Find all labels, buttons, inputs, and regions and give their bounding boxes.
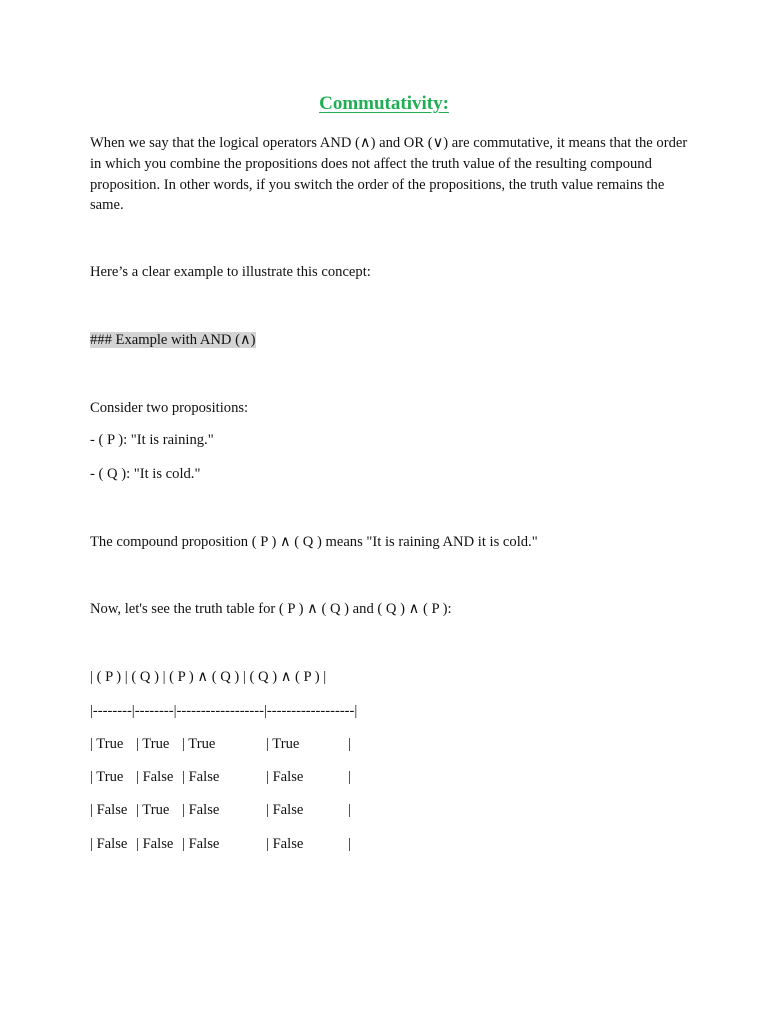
table-cell: | False bbox=[90, 802, 128, 818]
table-cell: | True bbox=[136, 802, 170, 818]
table-cell: | True bbox=[266, 736, 300, 752]
table-cell: | False bbox=[266, 836, 304, 852]
section-heading bbox=[90, 330, 256, 350]
table-cell: | True bbox=[136, 736, 170, 752]
intro-paragraph: When we say that the logical operators AND (∧) and OR (∨) are commutative, it means that the order in which you combine the propositions does not affect the truth value of the resulting compound proposition. In other words, if you switch the order of the propositions, the truth value remains the same. bbox=[90, 135, 688, 214]
table-cell: | False bbox=[182, 769, 220, 785]
table-cell: | True bbox=[90, 769, 124, 785]
table-cell: | False bbox=[182, 836, 220, 852]
table-cell: | bbox=[348, 769, 351, 785]
table-cell: | False bbox=[266, 769, 304, 785]
consider-text: Consider two propositions: bbox=[90, 400, 249, 416]
table-cell: | bbox=[348, 836, 351, 852]
truth-table-header: | ( P ) | ( Q ) | ( P ) ∧ ( Q ) | ( Q ) ∧ ( P ) | bbox=[90, 669, 327, 685]
section-heading-highlight: ### Example with AND (∧) bbox=[90, 332, 256, 348]
table-cell: | False bbox=[136, 836, 174, 852]
table-cell: | True bbox=[90, 736, 124, 752]
table-cell: | False bbox=[182, 802, 220, 818]
truth-table-separator: |--------|--------|------------------|------------------| bbox=[90, 703, 358, 719]
truth-table-intro: Now, let's see the truth table for ( P ) ∧ ( Q ) and ( Q ) ∧ ( P ): bbox=[90, 601, 452, 617]
page-title: Commutativity: bbox=[319, 93, 449, 114]
table-cell: | bbox=[348, 802, 351, 818]
table-cell: | True bbox=[182, 736, 216, 752]
table-cell: | bbox=[348, 736, 351, 752]
table-cell: | False bbox=[266, 802, 304, 818]
table-cell: | False bbox=[90, 836, 128, 852]
table-cell: | False bbox=[136, 769, 174, 785]
example-intro-text: Here’s a clear example to illustrate this concept: bbox=[90, 264, 371, 280]
proposition-p: - ( P ): "It is raining." bbox=[90, 432, 214, 448]
proposition-q: - ( Q ): "It is cold." bbox=[90, 466, 201, 482]
compound-proposition-text: The compound proposition ( P ) ∧ ( Q ) means "It is raining AND it is cold." bbox=[90, 534, 538, 550]
